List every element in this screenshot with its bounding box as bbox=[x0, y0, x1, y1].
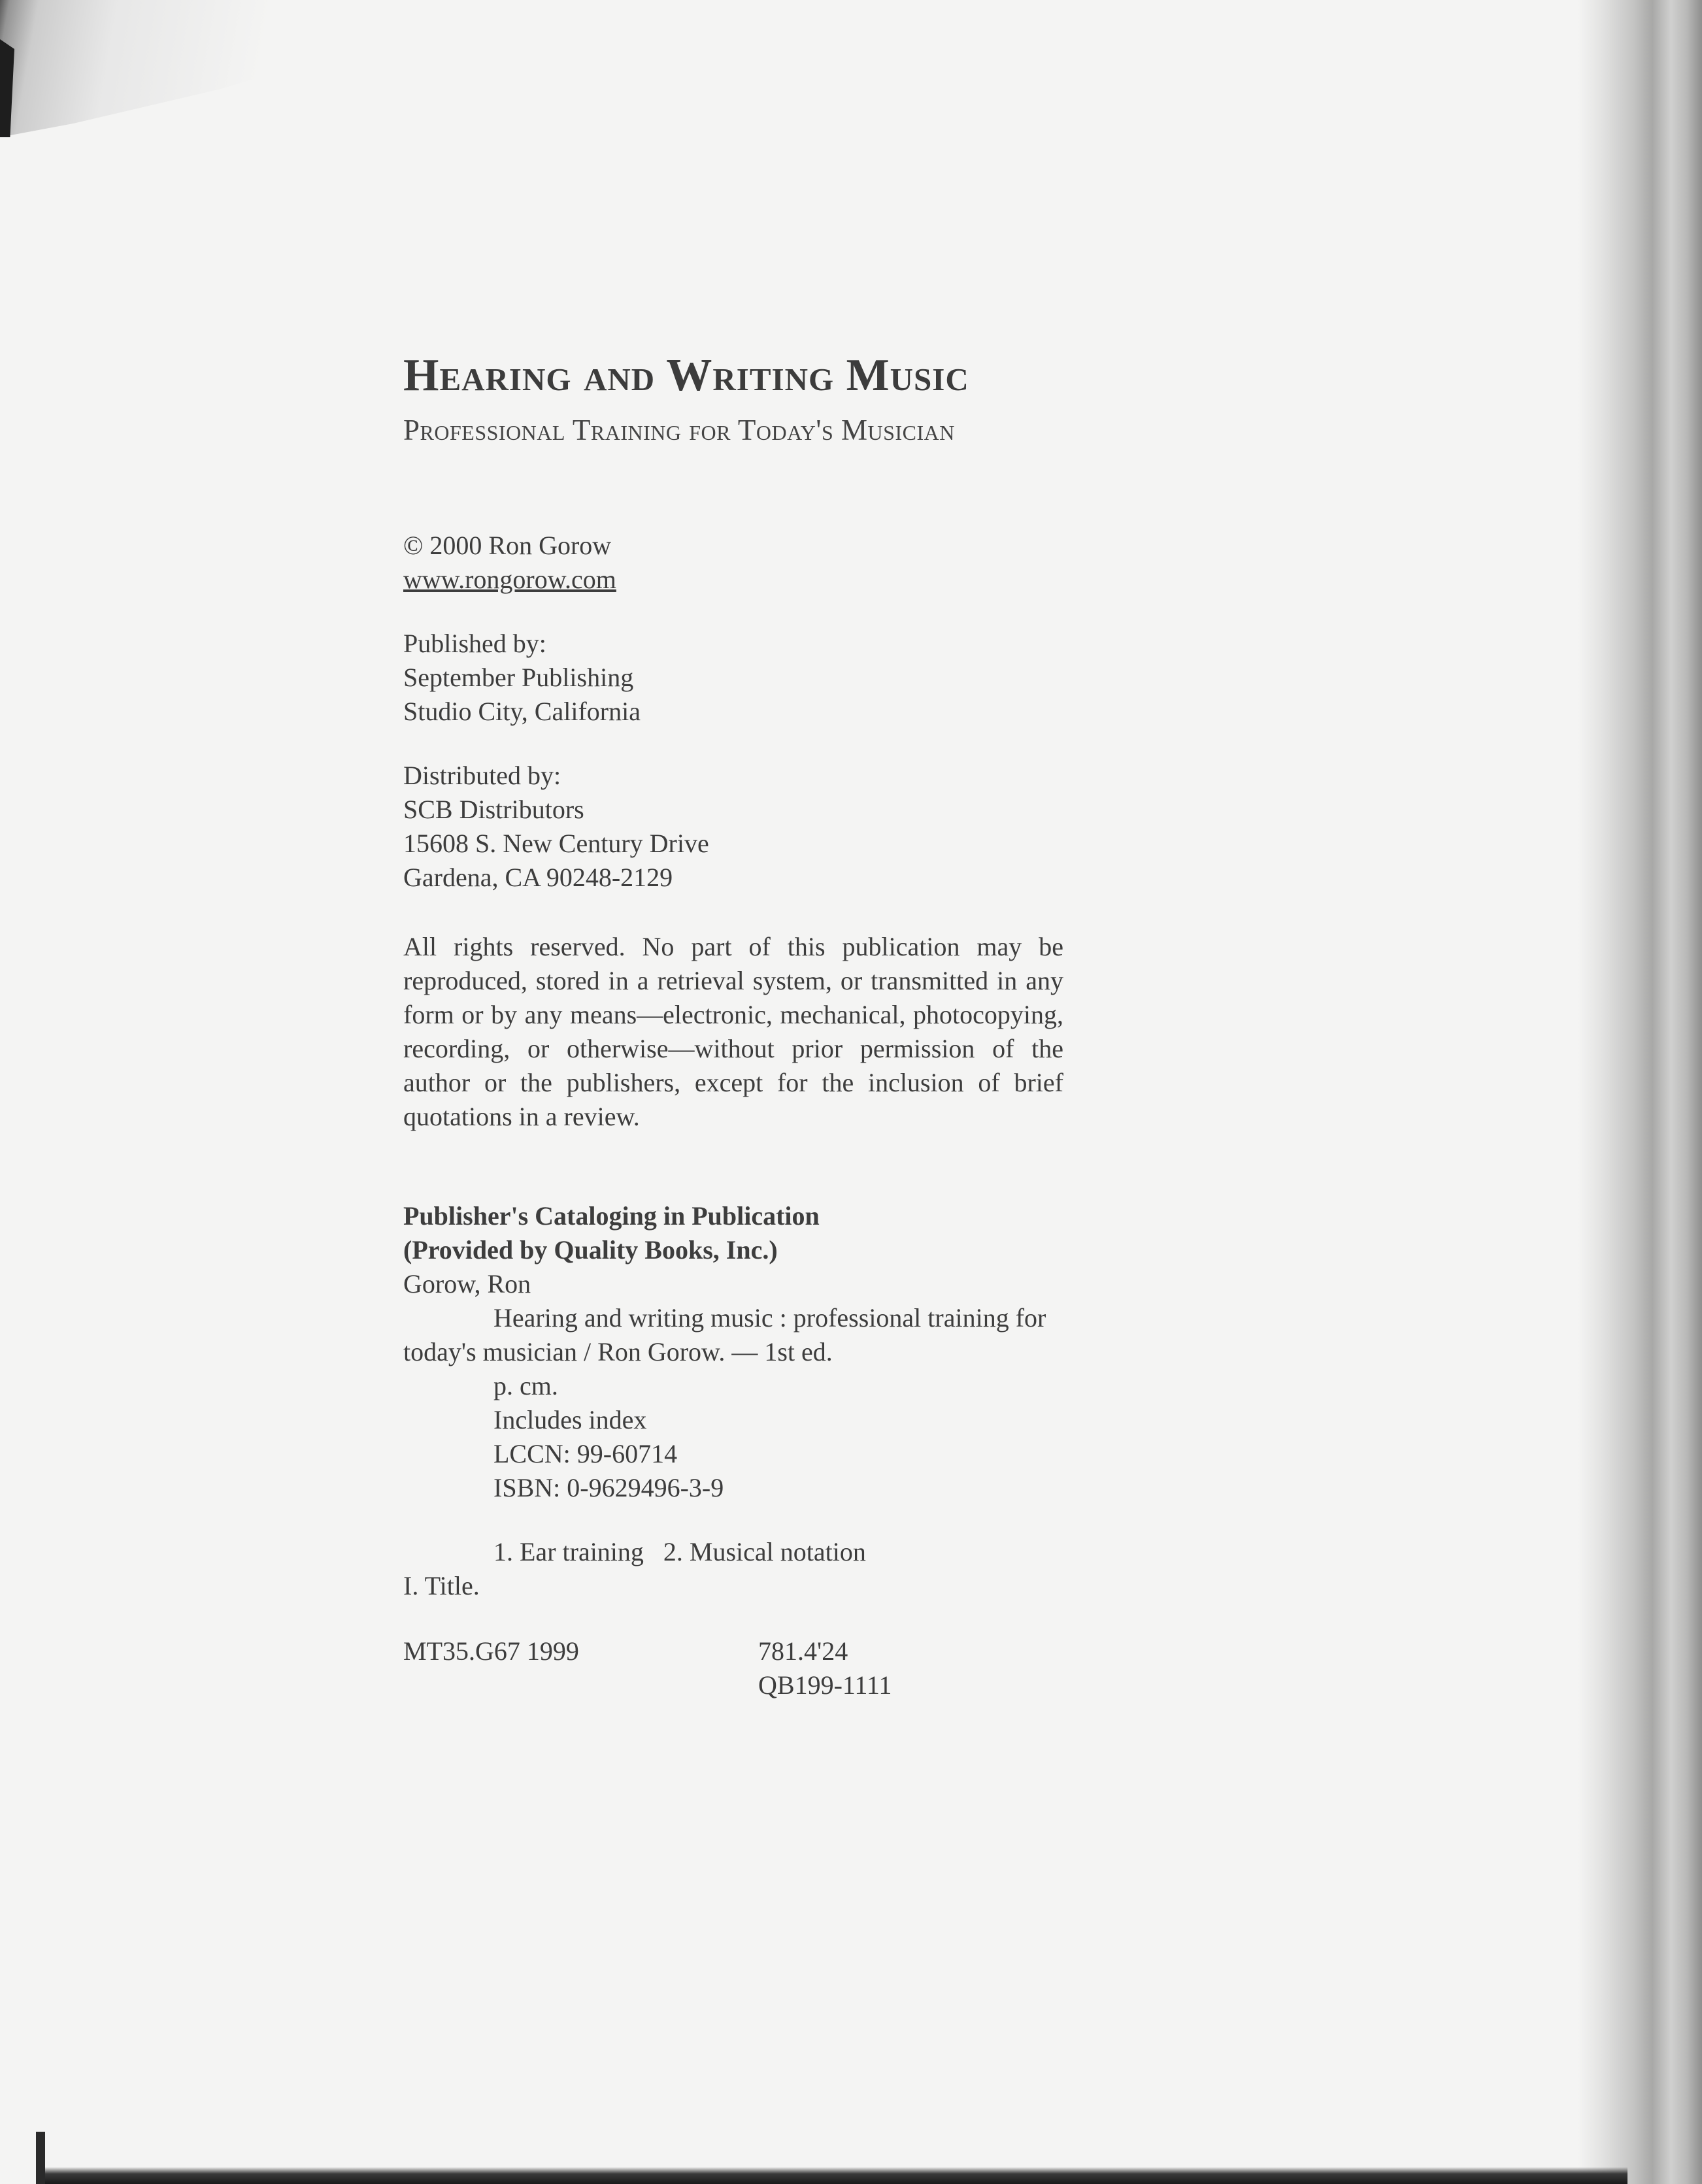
scan-edge-bottom-left bbox=[36, 2132, 45, 2184]
rights-paragraph bbox=[403, 930, 1063, 1134]
website-link[interactable]: www.rongorow.com bbox=[403, 565, 616, 594]
cip-pages: p. cm. bbox=[493, 1371, 558, 1400]
book-subtitle: Professional Training for Today's Musician bbox=[403, 414, 955, 446]
scan-shadow-right-gutter bbox=[1578, 0, 1702, 2184]
distributor-city: Gardena, CA 90248-2129 bbox=[403, 863, 673, 892]
cip-subjects: 1. Ear training 2. Musical notation bbox=[493, 1537, 866, 1566]
publisher-block bbox=[403, 627, 1083, 729]
cip-title-entry: I. Title. bbox=[403, 1571, 480, 1600]
copyright-block bbox=[403, 529, 1083, 597]
distributor-block bbox=[403, 759, 1083, 895]
lc-call-number: MT35.G67 1999 bbox=[403, 1636, 579, 1666]
copyright-notice: © 2000 Ron Gorow bbox=[403, 531, 612, 560]
scan-shadow-top-left bbox=[0, 0, 366, 137]
qb-number: QB199-1111 bbox=[758, 1670, 892, 1700]
cip-author: Gorow, Ron bbox=[403, 1269, 531, 1299]
dewey-number: 781.4'24 bbox=[758, 1636, 848, 1666]
cip-provider: (Provided by Quality Books, Inc.) bbox=[403, 1235, 778, 1265]
cip-subjects-block bbox=[403, 1535, 1083, 1603]
rights-text: All rights reserved. No part of this publication may be reproduced, stored in a retrieval system, or transmitted in any form or by any means—electronic, mechanical, photocopying, recording, or otherwise—without prior permission of the author or the publishers, except for the inclusion of brief quotations in a review. bbox=[403, 932, 1063, 1131]
distributor-name: SCB Distributors bbox=[403, 795, 584, 824]
call-numbers bbox=[403, 1634, 1083, 1706]
scan-edge-bottom bbox=[39, 2167, 1627, 2184]
cip-description: Hearing and writing music : professional training for today's musician / Ron Gorow. — 1st ed. bbox=[403, 1303, 1046, 1366]
distributed-label: Distributed by: bbox=[403, 761, 561, 790]
publisher-location: Studio City, California bbox=[403, 697, 641, 726]
cip-heading: Publisher's Cataloging in Publication bbox=[403, 1201, 820, 1231]
distributor-address: 15608 S. New Century Drive bbox=[403, 829, 709, 858]
cip-index: Includes index bbox=[493, 1405, 647, 1434]
book-title: Hearing and Writing Music bbox=[403, 350, 969, 401]
publisher-name: September Publishing bbox=[403, 663, 634, 692]
published-label: Published by: bbox=[403, 629, 546, 658]
cip-lccn: LCCN: 99-60714 bbox=[493, 1439, 678, 1468]
cip-isbn: ISBN: 0-9629496-3-9 bbox=[493, 1473, 724, 1502]
copyright-page bbox=[403, 350, 1083, 1706]
cip-block bbox=[403, 1199, 1083, 1706]
